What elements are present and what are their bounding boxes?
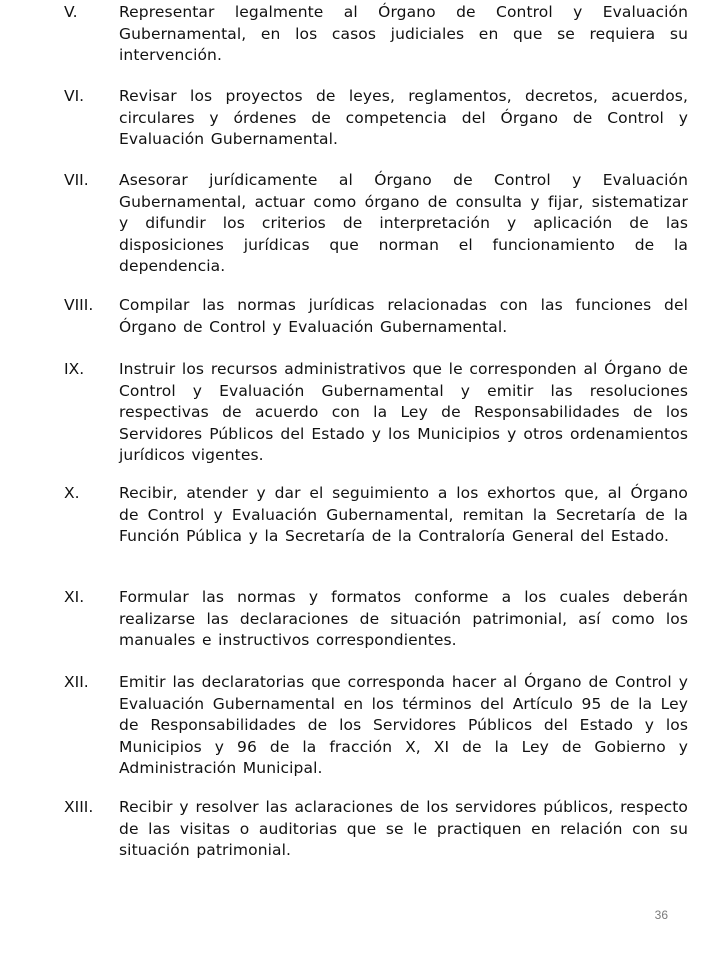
item-numeral: XII. <box>64 673 89 691</box>
page-number: 36 <box>654 908 668 922</box>
list-item <box>64 672 688 780</box>
item-numeral: IX. <box>64 360 85 378</box>
list-item <box>64 86 688 151</box>
item-numeral: XI. <box>64 588 85 606</box>
list-item <box>64 483 688 548</box>
item-text: Revisar los proyectos de leyes, reglamentos, decretos, acuerdos, circulares y órdenes de competencia del Órgano de Control y Evaluación Gubernamental. <box>119 87 688 149</box>
item-text: Representar legalmente al Órgano de Control y Evaluación Gubernamental, en los casos judiciales en que se requiera su intervención. <box>119 3 688 65</box>
list-item <box>64 295 688 338</box>
list-item <box>64 359 688 467</box>
item-numeral: VI. <box>64 87 85 105</box>
item-numeral: VIII. <box>64 296 94 314</box>
item-numeral: VII. <box>64 171 89 189</box>
item-text: Recibir, atender y dar el seguimiento a los exhortos que, al Órgano de Control y Evaluación Gubernamental, remitan la Secretaría de la Función Pública y la Secretaría de la Contraloría General del Estado. <box>119 484 688 546</box>
list-item <box>64 2 688 67</box>
item-text: Formular las normas y formatos conforme a los cuales deberán realizarse las declaraciones de situación patrimonial, así como los manuales e instructivos correspondientes. <box>119 588 688 650</box>
item-text: Compilar las normas jurídicas relacionadas con las funciones del Órgano de Control y Evaluación Gubernamental. <box>119 296 688 336</box>
item-text: Asesorar jurídicamente al Órgano de Control y Evaluación Gubernamental, actuar como órgano de consulta y fijar, sistematizar y difundir los criterios de interpretación y aplicación de las disposiciones jurídicas que norman el funcionamiento de la dependencia. <box>119 171 688 276</box>
list-item <box>64 797 688 862</box>
item-text: Recibir y resolver las aclaraciones de los servidores públicos, respecto de las visitas o auditorias que se le practiquen en relación con su situación patrimonial. <box>119 798 688 860</box>
list-item <box>64 170 688 278</box>
item-text: Instruir los recursos administrativos que le corresponden al Órgano de Control y Evaluación Gubernamental y emitir las resoluciones respectivas de acuerdo con la Ley de Responsabilidades de los Servidores Públicos del Estado y los Municipios y otros ordenamientos jurídicos vigentes. <box>119 360 688 465</box>
list-item <box>64 587 688 652</box>
item-text: Emitir las declaratorias que corresponda hacer al Órgano de Control y Evaluación Gubernamental en los términos del Artículo 95 de la Ley de Responsabilidades de los Servidores Públicos del Estado y los Municipios y 96 de la fracción X, XI de la Ley de Gobierno y Administración Municipal. <box>119 673 688 778</box>
item-numeral: XIII. <box>64 798 94 816</box>
item-numeral: V. <box>64 3 78 21</box>
item-numeral: X. <box>64 484 80 502</box>
